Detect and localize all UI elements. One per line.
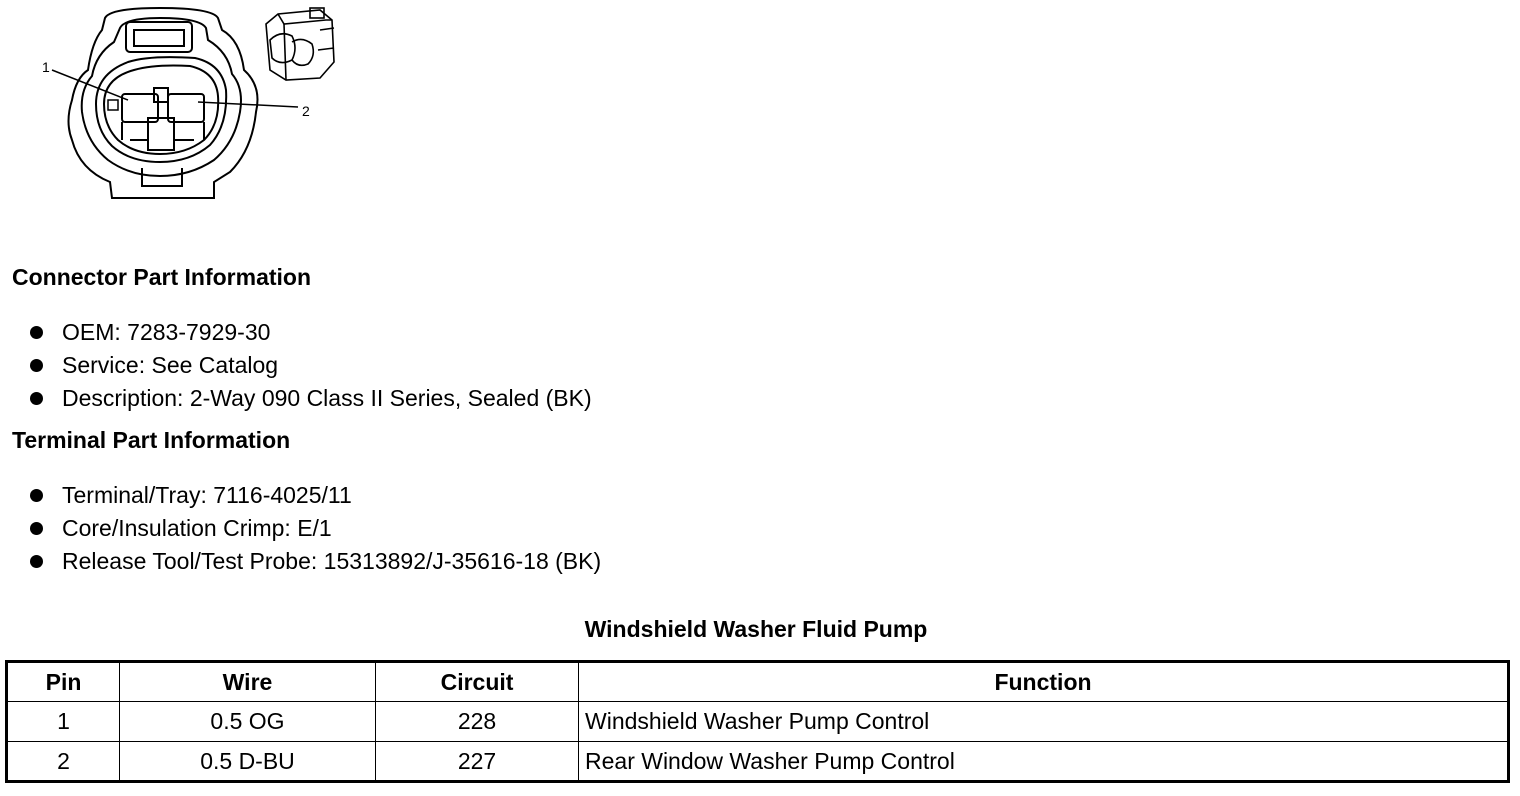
list-item: [30, 349, 592, 382]
list-item: [30, 512, 601, 545]
bullet-icon: [30, 522, 43, 535]
bullet-icon: [30, 326, 43, 339]
connector-diagram: [30, 0, 370, 215]
list-item: [30, 382, 592, 415]
cell-pin: 2: [7, 742, 120, 782]
cell-function: Windshield Washer Pump Control: [579, 702, 1509, 742]
pin-table: [5, 660, 1510, 783]
list-item-text: Terminal/Tray: 7116-4025/11: [62, 482, 352, 508]
cell-wire: 0.5 D-BU: [120, 742, 376, 782]
header-circuit: Circuit: [376, 662, 579, 702]
table-row: [7, 702, 1509, 742]
terminal-part-info-heading: Terminal Part Information: [12, 427, 291, 453]
connector-part-info-list: [30, 316, 592, 415]
list-item-text: OEM: 7283-7929-30: [62, 319, 271, 345]
bullet-icon: [30, 489, 43, 502]
terminal-part-info-list: [30, 479, 601, 578]
header-function: Function: [579, 662, 1509, 702]
list-item-text: Service: See Catalog: [62, 352, 279, 378]
table-row: [7, 742, 1509, 782]
callout-line-2: [198, 102, 298, 107]
pin-table-title: Windshield Washer Fluid Pump: [584, 616, 928, 642]
cell-wire: 0.5 OG: [120, 702, 376, 742]
table-header-row: [7, 662, 1509, 702]
list-item: [30, 479, 601, 512]
list-item-text: Description: 2-Way 090 Class II Series, Sealed (BK): [62, 385, 592, 411]
callout-label-1: 1: [42, 59, 50, 75]
bullet-icon: [30, 359, 43, 372]
list-item: [30, 545, 601, 578]
cell-pin: 1: [7, 702, 120, 742]
header-wire: Wire: [120, 662, 376, 702]
cell-circuit: 228: [376, 702, 579, 742]
connector-3d-thumbnail: [266, 8, 334, 80]
callout-line-1: [52, 70, 128, 100]
connector-latch: [126, 22, 192, 52]
connector-part-info-heading: Connector Part Information: [12, 264, 312, 290]
cell-circuit: 227: [376, 742, 579, 782]
bullet-icon: [30, 392, 43, 405]
list-item-text: Core/Insulation Crimp: E/1: [62, 515, 332, 541]
cell-function: Rear Window Washer Pump Control: [579, 742, 1509, 782]
list-item: [30, 316, 592, 349]
list-item-text: Release Tool/Test Probe: 15313892/J-35616-18 (BK): [62, 548, 602, 574]
callout-label-2: 2: [302, 103, 310, 119]
header-pin: Pin: [7, 662, 120, 702]
bullet-icon: [30, 555, 43, 568]
